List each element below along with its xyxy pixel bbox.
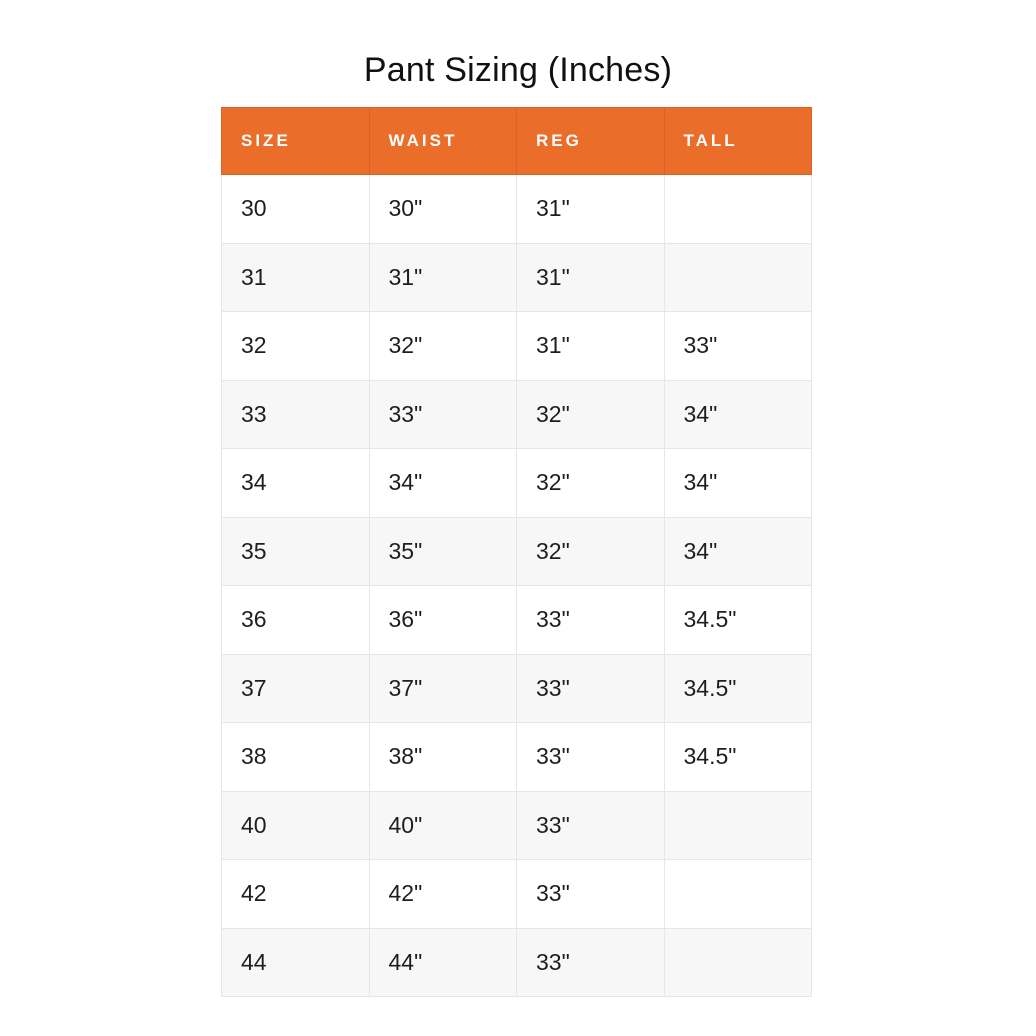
header-tall: TALL xyxy=(664,108,812,175)
cell-size: 44 xyxy=(222,928,370,997)
cell-reg: 33" xyxy=(517,928,665,997)
cell-waist: 38" xyxy=(369,723,517,792)
table-row xyxy=(222,791,812,860)
table-row xyxy=(222,312,812,381)
cell-size: 34 xyxy=(222,449,370,518)
cell-size: 36 xyxy=(222,586,370,655)
cell-reg: 31" xyxy=(517,175,665,244)
table-row xyxy=(222,243,812,312)
cell-waist: 34" xyxy=(369,449,517,518)
cell-tall xyxy=(664,243,812,312)
table-row xyxy=(222,175,812,244)
cell-tall xyxy=(664,791,812,860)
pant-sizing-table xyxy=(221,107,812,997)
cell-reg: 33" xyxy=(517,586,665,655)
cell-size: 38 xyxy=(222,723,370,792)
cell-waist: 42" xyxy=(369,860,517,929)
cell-reg: 33" xyxy=(517,723,665,792)
cell-reg: 31" xyxy=(517,312,665,381)
cell-waist: 33" xyxy=(369,380,517,449)
cell-size: 37 xyxy=(222,654,370,723)
cell-tall: 34.5" xyxy=(664,586,812,655)
cell-reg: 32" xyxy=(517,517,665,586)
table-header-row xyxy=(222,108,812,175)
header-size: SIZE xyxy=(222,108,370,175)
cell-reg: 33" xyxy=(517,791,665,860)
table-row xyxy=(222,517,812,586)
cell-size: 42 xyxy=(222,860,370,929)
cell-size: 30 xyxy=(222,175,370,244)
table-row xyxy=(222,380,812,449)
cell-waist: 44" xyxy=(369,928,517,997)
cell-waist: 35" xyxy=(369,517,517,586)
cell-size: 35 xyxy=(222,517,370,586)
cell-tall: 34" xyxy=(664,517,812,586)
cell-waist: 40" xyxy=(369,791,517,860)
header-reg: REG xyxy=(517,108,665,175)
cell-tall: 33" xyxy=(664,312,812,381)
table-row xyxy=(222,723,812,792)
cell-waist: 37" xyxy=(369,654,517,723)
cell-tall: 34" xyxy=(664,449,812,518)
table-row xyxy=(222,449,812,518)
cell-reg: 33" xyxy=(517,860,665,929)
header-waist: WAIST xyxy=(369,108,517,175)
cell-reg: 31" xyxy=(517,243,665,312)
cell-waist: 36" xyxy=(369,586,517,655)
cell-tall: 34.5" xyxy=(664,654,812,723)
cell-tall: 34.5" xyxy=(664,723,812,792)
cell-reg: 32" xyxy=(517,449,665,518)
cell-size: 32 xyxy=(222,312,370,381)
table-row xyxy=(222,586,812,655)
cell-waist: 32" xyxy=(369,312,517,381)
cell-waist: 31" xyxy=(369,243,517,312)
table-row xyxy=(222,654,812,723)
page-title: Pant Sizing (Inches) xyxy=(363,50,673,89)
cell-tall xyxy=(664,928,812,997)
cell-size: 31 xyxy=(222,243,370,312)
cell-tall xyxy=(664,175,812,244)
cell-reg: 32" xyxy=(517,380,665,449)
cell-tall xyxy=(664,860,812,929)
cell-tall: 34" xyxy=(664,380,812,449)
table-row xyxy=(222,860,812,929)
cell-size: 33 xyxy=(222,380,370,449)
cell-reg: 33" xyxy=(517,654,665,723)
table-row xyxy=(222,928,812,997)
cell-waist: 30" xyxy=(369,175,517,244)
cell-size: 40 xyxy=(222,791,370,860)
